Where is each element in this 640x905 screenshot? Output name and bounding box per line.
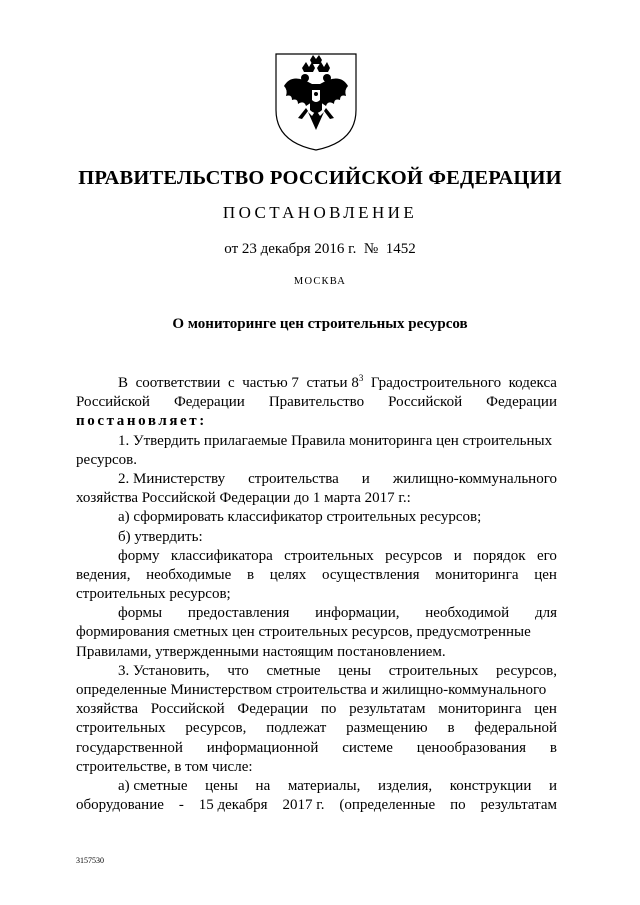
paragraph-line: оборудование - 15 декабря 2017 г. (определенные по результатам: [76, 797, 557, 814]
paragraph-line: 2. Министерству строительства и жилищно-коммунального: [118, 470, 557, 487]
paragraph-line: 3. Установить, что сметные цены строительных ресурсов,: [118, 662, 557, 679]
paragraph-line: формы предоставления информации, необходимой для: [118, 605, 557, 622]
paragraph-line: хозяйства Российской Федерации до 1 марта 2017 г.:: [76, 490, 411, 507]
paragraph-line: В соответствии с частью 7 статьи $8^3$ Градостроительного кодекса: [118, 373, 557, 391]
paragraph-line: Российской Федерации Правительство Российской Федерации: [76, 394, 557, 411]
paragraph-line: строительстве, в том числе:: [76, 758, 253, 775]
paragraph-line: определенные Министерством строительства и жилищно-коммунального: [76, 682, 547, 698]
resolves-word: постановляет:: [76, 413, 207, 430]
paragraph-line: формирования сметных цен строительных ресурсов, предусмотренные: [76, 624, 531, 641]
coat-of-arms-emblem: [272, 50, 360, 154]
document-body: [76, 374, 557, 815]
paragraph-line: ведения, необходимые в целях осуществления мониторинга цен: [76, 566, 557, 583]
paragraph-line: б) утвердить:: [118, 528, 203, 545]
document-code: 3157530: [76, 856, 104, 865]
document-city: МОСКВА: [293, 276, 347, 287]
paragraph-line: а) сметные цены на материалы, изделия, конструкции и: [118, 777, 557, 794]
paragraph-line: а) сформировать классификатор строительных ресурсов;: [118, 509, 482, 526]
paragraph-line: Правилами, утвержденными настоящим постановлением.: [76, 643, 446, 660]
paragraph-line: 1. Утвердить прилагаемые Правила мониторинга цен строительных: [118, 432, 553, 449]
paragraph-line: государственной информационной системе ценообразования в: [76, 739, 557, 756]
document-type: ПОСТАНОВЛЕНИЕ: [222, 203, 418, 222]
paragraph-line: строительных ресурсов;: [76, 586, 231, 603]
paragraph-line: ресурсов.: [76, 451, 137, 468]
paragraph-line: форму классификатора строительных ресурсов и порядок его: [118, 547, 557, 564]
paragraph-line: строительных ресурсов, подлежат размещению в федеральной: [76, 720, 557, 737]
government-title: ПРАВИТЕЛЬСТВО РОССИЙСКОЙ ФЕДЕРАЦИИ: [78, 167, 562, 189]
paragraph-line: хозяйства Российской Федерации по результатам мониторинга цен: [76, 701, 557, 718]
document-subject: О мониторинге цен строительных ресурсов: [172, 316, 468, 332]
document-date-number: от 23 декабря 2016 г. № 1452: [224, 241, 416, 257]
